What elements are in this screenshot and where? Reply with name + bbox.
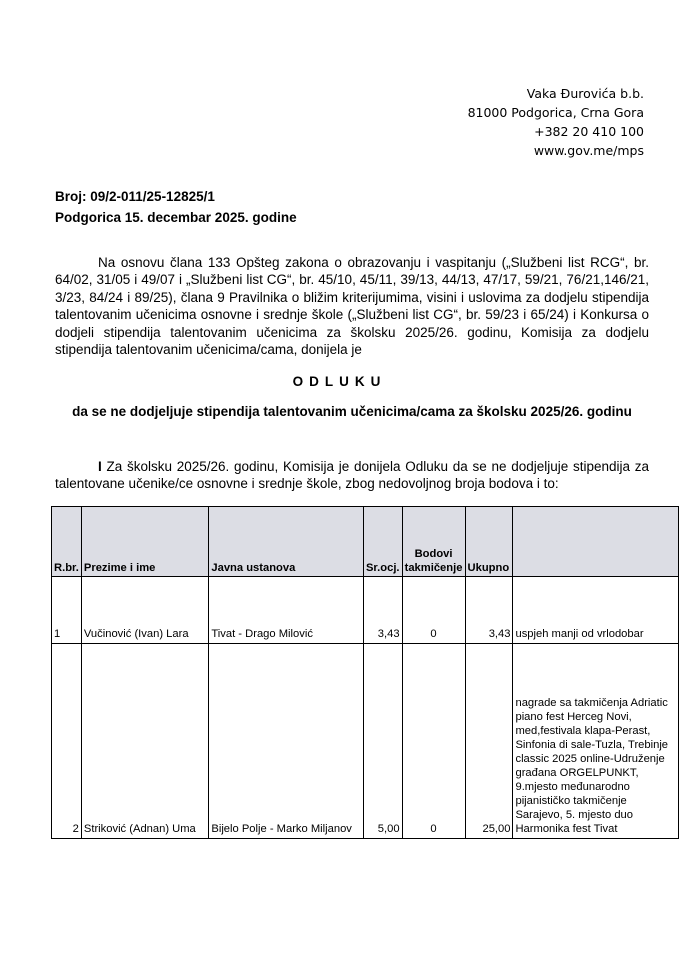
header-name: Prezime i ime: [81, 507, 209, 577]
cell-total: 25,00: [465, 644, 513, 839]
cell-rbr: 2: [52, 644, 82, 839]
header-rbr: R.br.: [52, 507, 82, 577]
cell-points: 0: [402, 644, 465, 839]
cell-points: 0: [402, 577, 465, 644]
cell-rbr: 1: [52, 577, 82, 644]
ministry-address: [468, 84, 644, 160]
address-web: www.gov.me/mps: [533, 143, 644, 158]
section-one-text: [55, 458, 649, 493]
address-city: 81000 Podgorica, Crna Gora: [467, 105, 644, 120]
header-total: Ukupno: [465, 507, 513, 577]
address-street: Vaka Đurovića b.b.: [526, 86, 644, 101]
reference-place-date: Podgorica 15. decembar 2025. godine: [55, 210, 297, 225]
decision-subtitle: da se ne dodjeljuje stipendija talentovanim učenicima/cama za školsku 2025/26. godinu: [72, 404, 632, 419]
intro-text: Na osnovu člana 133 Opšteg zakona o obrazovanju i vaspitanju („Službeni list RCG“, br. 64/02, 31/05 i 49/07 i „Službeni list CG“, br. 45/10, 45/11, 39/13, 44/13, 47/17, 59/21, 76/21,146/21, 3/23, 84/24 i 89/25), člana 9 Pravilnika o bližim kriterijumima, visini i uslovima za dodjelu stipendija talentovanim učenicima osnovne i srednje škole („Službeni list CG“, br. 59/23 i 65/24) i Konkursa o dodjeli stipendija talentovanim učenicima za školsku 2025/26. godinu, Komisija za dodjelu stipendija talentovanim učenicima/cama, donijela je: [55, 255, 649, 358]
table-row: [52, 644, 679, 839]
cell-grade: 3,43: [363, 577, 402, 644]
section-one-paragraph: [55, 458, 649, 493]
cell-remark: uspjeh manji od vrlodobar: [513, 577, 679, 644]
legal-basis-paragraph: [55, 254, 649, 358]
table-header-row: [52, 507, 679, 577]
section-body: Za školsku 2025/26. godinu, Komisija je donijela Odluku da se ne dodjeljuje stipendija za talentovane učenike/ce osnovne i srednje škole, zbog nedovoljnog broja bodova i to:: [55, 459, 649, 492]
header-grade: Sr.ocj.: [363, 507, 402, 577]
address-phone: +382 20 410 100: [534, 124, 644, 139]
cell-total: 3,43: [465, 577, 513, 644]
cell-school: Tivat - Drago Milović: [209, 577, 364, 644]
header-points: Bodovi takmičenje: [402, 507, 465, 577]
document-reference: [55, 186, 297, 228]
section-numeral: I: [98, 459, 102, 474]
header-school: Javna ustanova: [209, 507, 364, 577]
results-table: [51, 506, 679, 839]
decision-title: ODLUKU: [292, 374, 387, 389]
reference-number: Broj: 09/2-011/25-12825/1: [55, 189, 215, 204]
cell-name: Vučinović (Ivan) Lara: [81, 577, 209, 644]
cell-grade: 5,00: [363, 644, 402, 839]
table-row: [52, 577, 679, 644]
cell-remark: nagrade sa takmičenja Adriatic piano fest Herceg Novi, med,festivala klapa-Perast, Sinfonia di sale-Tuzla, Trebinje classic 2025 online-Udruženje građana ORGELPUNKT, 9.mjesto međunarodno pijanističko takmičenje Sarajevo, 5. mjesto duo Harmonika fest Tivat: [513, 644, 679, 839]
header-remark: [513, 507, 679, 577]
cell-name: Striković (Adnan) Uma: [81, 644, 209, 839]
cell-school: Bijelo Polje - Marko Miljanov: [209, 644, 364, 839]
